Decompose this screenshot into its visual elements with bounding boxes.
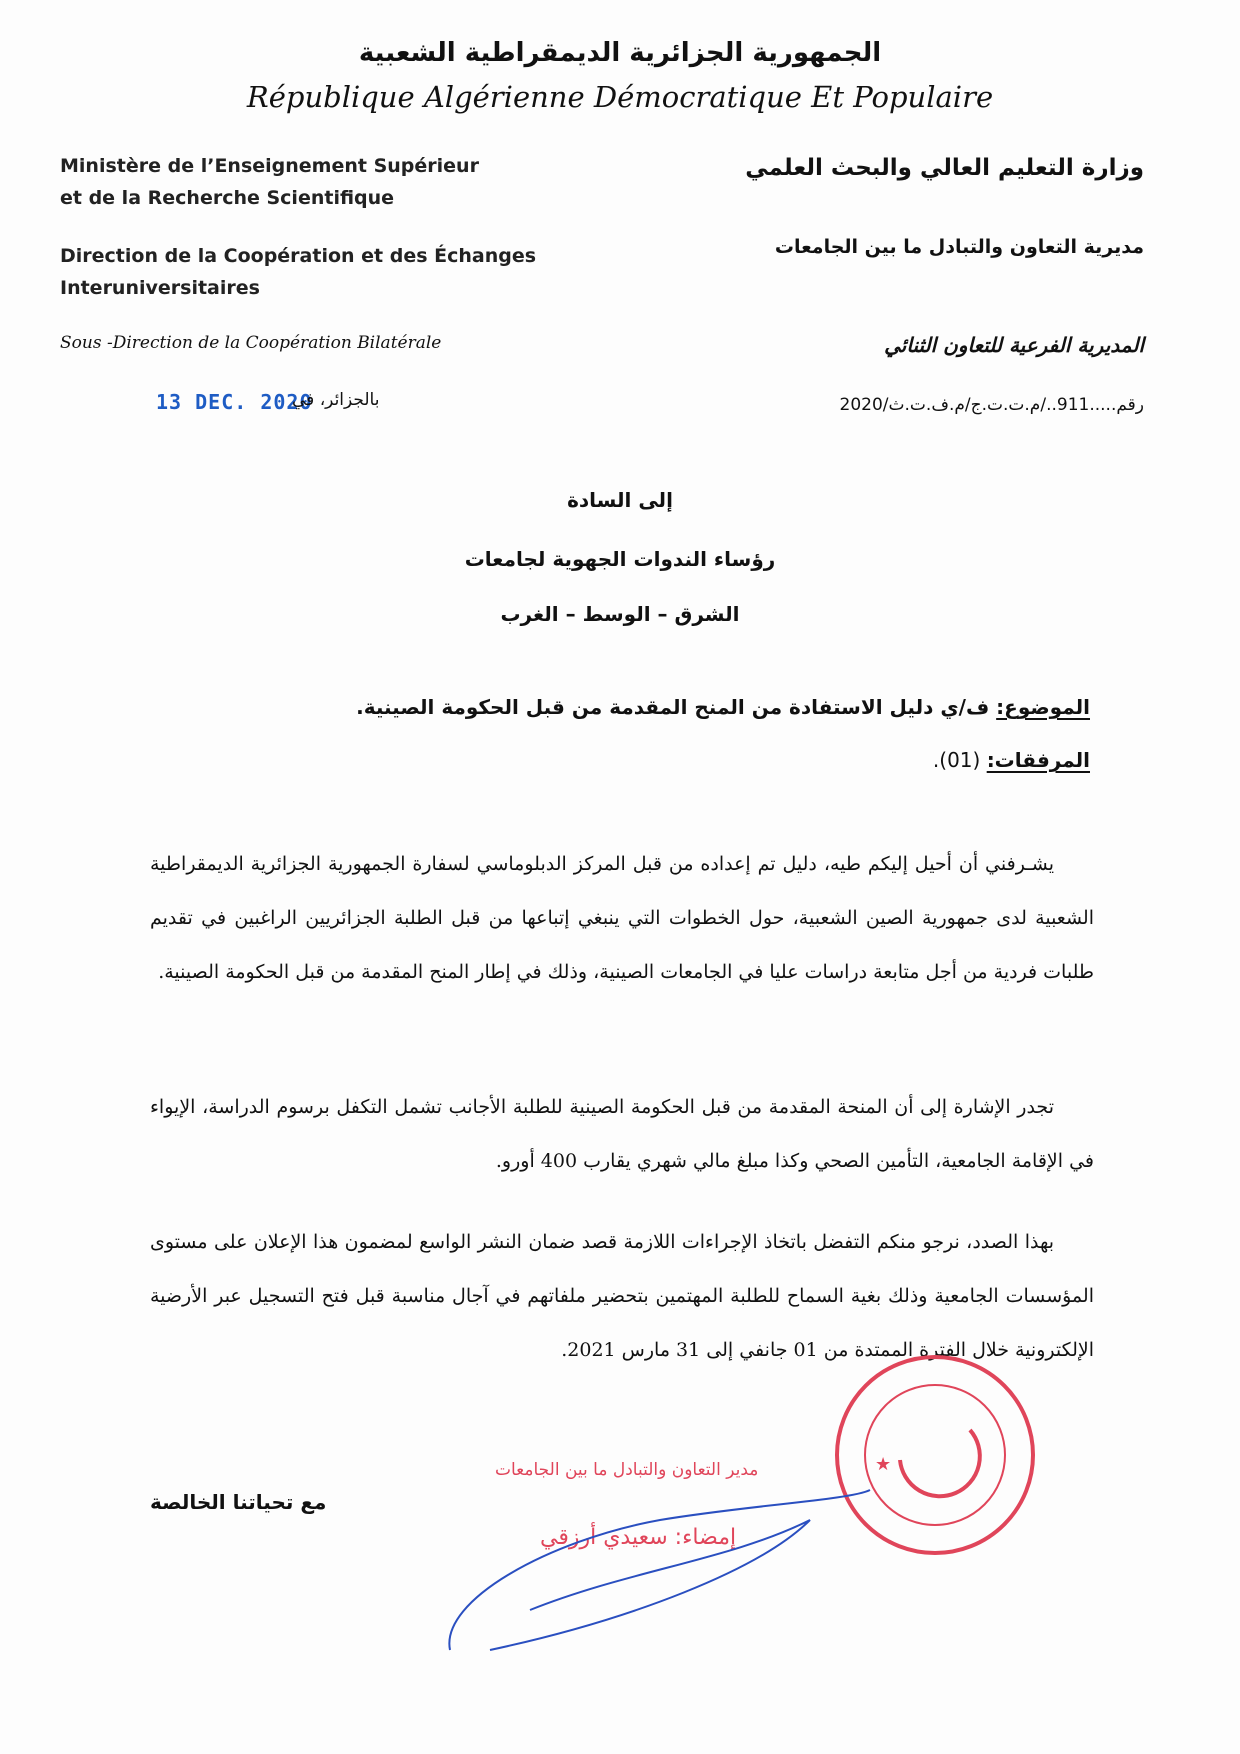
sub-direction-fr: Sous -Direction de la Coopération Bilatérale bbox=[60, 333, 442, 353]
attachments-label: المرفقات: bbox=[986, 748, 1090, 772]
addressee-line3: الشرق – الوسط – الغرب bbox=[500, 602, 740, 626]
ministry-ar: وزارة التعليم العالي والبحث العلمي bbox=[745, 155, 1144, 181]
direction-fr bbox=[60, 240, 536, 304]
closing: مع تحياتنا الخالصة bbox=[150, 1490, 327, 1514]
subject-text: ف/ي دليل الاستفادة من المنح المقدمة من قبل الحكومة الصينية. bbox=[356, 695, 997, 719]
arabic-republic-title: الجمهورية الجزائرية الديمقراطية الشعبية bbox=[358, 38, 882, 68]
addressee-line1: إلى السادة bbox=[567, 488, 673, 512]
french-republic-title: République Algérienne Démocratique Et Populaire bbox=[246, 80, 994, 114]
addressee-line2: رؤساء الندوات الجهوية لجامعات bbox=[464, 547, 776, 571]
ministry-fr-line1: Ministère de l’Enseignement Supérieur bbox=[60, 155, 479, 177]
svg-text:★: ★ bbox=[875, 1454, 892, 1475]
attachments-line bbox=[933, 748, 1090, 772]
sub-direction-ar: المديرية الفرعية للتعاون الثنائي bbox=[884, 333, 1144, 357]
date-stamp: 13 DEC. 2020 bbox=[156, 390, 313, 414]
signature-name: إمضاء: سعيدي أرزقي bbox=[540, 1525, 737, 1550]
reference-number: رقم.....911../م.ت.ت.ج/م.ف.ت.ث/2020 bbox=[839, 395, 1144, 415]
ministry-fr-line2: et de la Recherche Scientifique bbox=[60, 187, 395, 209]
direction-fr-line2: Interuniversitaires bbox=[60, 277, 260, 299]
place-label: بالجزائر، في bbox=[292, 390, 380, 410]
ministry-fr bbox=[60, 150, 479, 214]
body-paragraph-3: بهذا الصدد، نرجو منكم التفضل باتخاذ الإجراءات اللازمة قصد ضمان النشر الواسع لمضمون هذا الإعلان على مستوى المؤسسات الجامعية وذلك بغية السماح للطلبة المهتمين بتحضير ملفاتهم في آجال مناسبة قبل فتح التسجيل عبر الأرضية الإلكترونية خلال الفترة الممتدة من 01 جانفي إلى 31 مارس 2021. bbox=[150, 1231, 1094, 1361]
handwritten-signature-icon bbox=[430, 1480, 890, 1660]
subject-line bbox=[356, 695, 1090, 719]
body-paragraph-1: يشـرفني أن أحيل إليكم طيه، دليل تم إعداده من قبل المركز الدبلوماسي لسفارة الجمهورية الجزائرية الديمقراطية الشعبية لدى جمهورية الصين الشعبية، حول الخطوات التي ينبغي إتباعها من قبل الطلبة الجزائريين الراغبين في تقديم طلبات فردية من أجل متابعة دراسات عليا في الجامعات الصينية، وذلك في إطار المنح المقدمة من قبل الحكومة الصينية. bbox=[150, 853, 1094, 983]
body-paragraph-2: تجدر الإشارة إلى أن المنحة المقدمة من قبل الحكومة الصينية للطلبة الأجانب تشمل التكفل برسوم الدراسة، الإيواء في الإقامة الجامعية، التأمين الصحي وكذا مبلغ مالي شهري يقارب 400 أورو. bbox=[150, 1096, 1094, 1172]
direction-fr-line1: Direction de la Coopération et des Échanges bbox=[60, 245, 537, 267]
signature-title: مدير التعاون والتبادل ما بين الجامعات bbox=[495, 1460, 759, 1480]
attachments-text: (01). bbox=[932, 748, 987, 772]
subject-label: الموضوع: bbox=[996, 695, 1090, 719]
direction-ar: مديرية التعاون والتبادل ما بين الجامعات bbox=[774, 236, 1144, 258]
